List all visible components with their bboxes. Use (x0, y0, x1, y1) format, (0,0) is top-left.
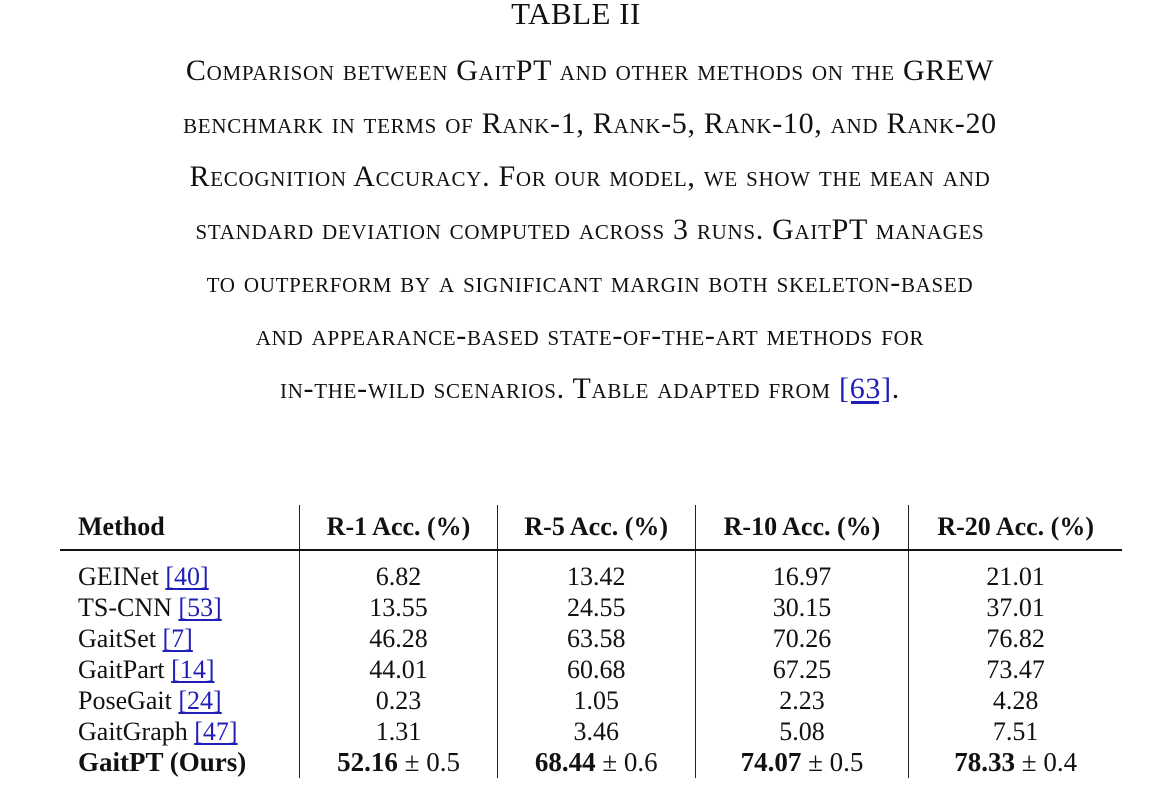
std-value: 0.5 (426, 747, 460, 777)
table-row (60, 623, 1122, 654)
method-cell (60, 716, 300, 747)
value-cell: 2.23 (695, 685, 909, 716)
header-r20: R-20 Acc. (%) (909, 505, 1122, 550)
method-name: GaitPart (78, 655, 165, 684)
header-method: Method (78, 512, 165, 541)
mean-value: 78.33 (954, 747, 1016, 777)
value-cell: 6.82 (300, 561, 498, 592)
plus-minus-sign: ± (404, 747, 420, 777)
method-cell (60, 561, 300, 592)
header-r5: R-5 Acc. (%) (497, 505, 695, 550)
value-cell: 67.25 (695, 654, 909, 685)
mean-value: 68.44 (534, 747, 596, 777)
table-label: TABLE II (511, 0, 641, 31)
value-cell: 24.55 (497, 592, 695, 623)
spacer-row (60, 550, 1122, 561)
value-cell: 73.47 (909, 654, 1122, 685)
method-name-ours: GaitPT (Ours) (78, 747, 247, 777)
value-cell-ours (909, 747, 1122, 778)
table-row (60, 561, 1122, 592)
value-cell-ours (695, 747, 909, 778)
citation-link[interactable]: [47] (194, 717, 238, 746)
caption-text: . (891, 372, 900, 405)
table-row (60, 592, 1122, 623)
header-row (60, 505, 1122, 550)
value-cell: 63.58 (497, 623, 695, 654)
value-cell-ours (300, 747, 498, 778)
method-cell (60, 685, 300, 716)
plus-minus-sign: ± (1021, 747, 1037, 777)
citation-link[interactable]: [24] (178, 686, 222, 715)
value-cell: 3.46 (497, 716, 695, 747)
method-name: GEINet (78, 562, 159, 591)
method-cell (60, 654, 300, 685)
method-name: GaitGraph (78, 717, 188, 746)
caption-line: Comparison between GaitPT and other methods on the GREW (185, 54, 995, 87)
caption-text: in-the-wild scenarios. Table adapted from (280, 372, 839, 405)
citation-link[interactable]: [14] (171, 655, 215, 684)
value-cell: 60.68 (497, 654, 695, 685)
value-cell: 1.31 (300, 716, 498, 747)
plus-minus-sign: ± (808, 747, 823, 777)
method-cell (60, 592, 300, 623)
value-cell: 0.23 (300, 685, 498, 716)
caption-line: and appearance-based state-of-the-art methods for (255, 319, 925, 352)
header-r1: R-1 Acc. (%) (300, 505, 498, 550)
value-cell: 1.05 (497, 685, 695, 716)
method-name: PoseGait (78, 686, 172, 715)
value-cell: 76.82 (909, 623, 1122, 654)
value-cell: 13.42 (497, 561, 695, 592)
method-cell (60, 623, 300, 654)
caption-line: benchmark in terms of Rank-1, Rank-5, Rank-10, and Rank-20 (183, 107, 997, 140)
plus-minus-sign: ± (602, 747, 618, 777)
caption-line: standard deviation computed across 3 runs. GaitPT manages (195, 213, 985, 246)
value-cell-ours (497, 747, 695, 778)
citation-link[interactable]: [63] (839, 372, 892, 405)
std-value: 0.5 (829, 747, 864, 777)
header-r10: R-10 Acc. (%) (695, 505, 909, 550)
value-cell: 5.08 (695, 716, 909, 747)
std-value: 0.6 (623, 747, 658, 777)
method-name: TS-CNN (78, 593, 172, 622)
std-value: 0.4 (1043, 747, 1078, 777)
citation-link[interactable]: [53] (178, 593, 222, 622)
caption-line: Recognition Accuracy. For our model, we show the mean and (189, 160, 991, 193)
citation-link[interactable]: [7] (162, 624, 193, 653)
results-table (60, 505, 1122, 778)
mean-value: 52.16 (337, 747, 398, 777)
value-cell: 30.15 (695, 592, 909, 623)
value-cell: 46.28 (300, 623, 498, 654)
table-row (60, 654, 1122, 685)
mean-value: 74.07 (740, 747, 802, 777)
value-cell: 16.97 (695, 561, 909, 592)
table-row-ours (60, 747, 1122, 778)
value-cell: 70.26 (695, 623, 909, 654)
table-caption (40, 44, 1140, 415)
value-cell: 13.55 (300, 592, 498, 623)
citation-link[interactable]: [40] (165, 562, 209, 591)
value-cell: 7.51 (909, 716, 1122, 747)
table-row (60, 685, 1122, 716)
table-row (60, 716, 1122, 747)
value-cell: 37.01 (909, 592, 1122, 623)
method-name: GaitSet (78, 624, 156, 653)
value-cell: 44.01 (300, 654, 498, 685)
caption-line: to outperform by a significant margin both skeleton-based (206, 266, 974, 299)
caption-line (40, 362, 1140, 415)
value-cell: 21.01 (909, 561, 1122, 592)
value-cell: 4.28 (909, 685, 1122, 716)
